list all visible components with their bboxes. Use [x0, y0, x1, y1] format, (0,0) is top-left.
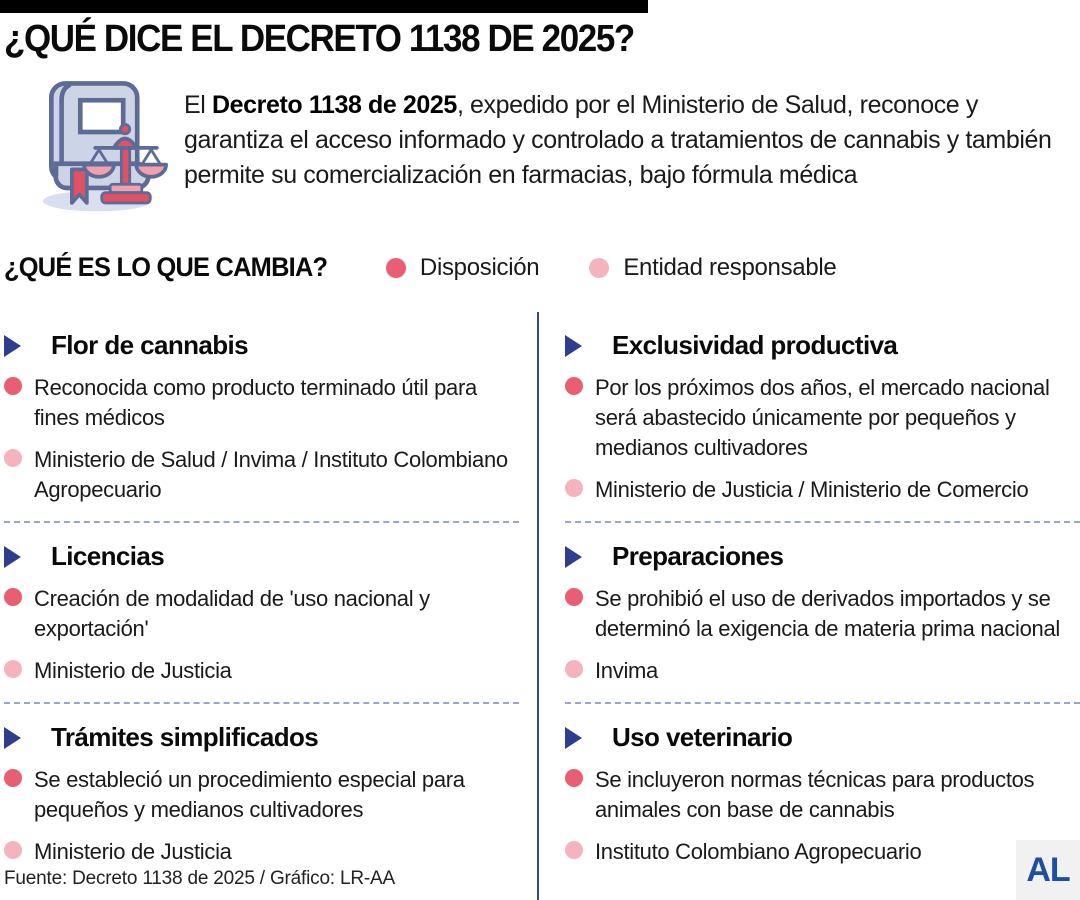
triangle-bullet-icon: [4, 546, 38, 568]
entidad-dot-icon: [589, 258, 609, 278]
change-item-flor-de-cannabis: [4, 312, 519, 505]
section-header: [4, 330, 519, 361]
triangle-bullet-icon: [565, 727, 599, 749]
change-item-exclusividad-productiva: [565, 312, 1070, 505]
section-title: Licencias: [51, 541, 165, 571]
legend-item-disposicion: [386, 254, 539, 282]
changes-header-row: [4, 252, 1064, 283]
entidad-row: [565, 475, 1070, 505]
section-header: [565, 541, 1070, 572]
legend-label-entidad: Entidad responsable: [623, 253, 837, 281]
changes-columns: [4, 312, 1080, 900]
disposicion-row: [565, 765, 1070, 825]
intro-text-rest: , expedido por el Ministerio de Salud, reconoce y garantiza el acceso informado y controlado a tratamientos de cannabis y también permite su comercialización en farmacias, bajo fórmula médica: [184, 91, 1052, 189]
entidad-dot-icon: [4, 660, 22, 678]
section-title: Exclusividad productiva: [612, 330, 898, 360]
triangle-bullet-icon: [565, 546, 599, 568]
entidad-text: Ministerio de Justicia: [34, 839, 232, 864]
changes-heading: ¿QUÉ ES LO QUE CAMBIA?: [4, 252, 328, 282]
entidad-row: [4, 837, 519, 867]
section-header: [565, 722, 1070, 753]
entidad-text: Instituto Colombiano Agropecuario: [595, 839, 922, 864]
al-logo: AL: [1016, 840, 1080, 900]
disposicion-row: [565, 373, 1070, 463]
entidad-text: Invima: [595, 658, 658, 683]
section-header: [565, 330, 1070, 361]
page-title: ¿QUÉ DICE EL DECRETO 1138 DE 2025?: [4, 18, 634, 60]
disposicion-dot-icon: [4, 377, 22, 395]
triangle-bullet-icon: [565, 335, 599, 357]
disposicion-row: [4, 373, 519, 433]
entidad-text: Ministerio de Salud / Invima / Instituto Colombiano Agropecuario: [34, 447, 508, 502]
disposicion-text: Por los próximos dos años, el mercado nacional será abastecido únicamente por pequeños y medianos cultivadores: [595, 375, 1050, 460]
right-column: [537, 312, 1080, 900]
change-item-preparaciones: [565, 523, 1070, 686]
section-header: [4, 541, 519, 572]
disposicion-dot-icon: [386, 258, 406, 278]
disposicion-dot-icon: [4, 588, 22, 606]
triangle-bullet-icon: [4, 727, 38, 749]
disposicion-dot-icon: [565, 377, 583, 395]
intro-paragraph: [184, 88, 1058, 193]
entidad-dot-icon: [4, 449, 22, 467]
legend: [386, 254, 887, 282]
top-accent-bar: [0, 0, 648, 13]
section-title: Flor de cannabis: [51, 330, 249, 360]
left-column: [4, 312, 537, 900]
legend-item-entidad: [589, 254, 836, 282]
disposicion-text: Se incluyeron normas técnicas para productos animales con base de cannabis: [595, 767, 1035, 822]
entidad-dot-icon: [565, 841, 583, 859]
disposicion-dot-icon: [4, 769, 22, 787]
entidad-dot-icon: [565, 660, 583, 678]
disposicion-row: [565, 584, 1070, 644]
section-title: Preparaciones: [612, 541, 784, 571]
law-book-scales-icon: [28, 76, 168, 216]
section-header: [4, 722, 519, 753]
entidad-dot-icon: [565, 479, 583, 497]
disposicion-text: Se estableció un procedimiento especial para pequeños y medianos cultivadores: [34, 767, 465, 822]
entidad-row: [4, 445, 519, 505]
change-item-uso-veterinario: [565, 704, 1070, 867]
disposicion-dot-icon: [565, 588, 583, 606]
entidad-text: Ministerio de Justicia: [34, 658, 232, 683]
legend-label-disposicion: Disposición: [419, 253, 540, 281]
disposicion-row: [4, 765, 519, 825]
triangle-bullet-icon: [4, 335, 38, 357]
entidad-row: [565, 656, 1070, 686]
disposicion-dot-icon: [565, 769, 583, 787]
source-credit: Fuente: Decreto 1138 de 2025 / Gráfico: LR-AA: [4, 868, 395, 889]
disposicion-row: [4, 584, 519, 644]
intro-decree-bold: Decreto 1138 de 2025: [211, 91, 457, 119]
entidad-dot-icon: [4, 841, 22, 859]
change-item-licencias: [4, 523, 519, 686]
disposicion-text: Reconocida como producto terminado útil para fines médicos: [34, 375, 477, 430]
disposicion-text: Se prohibió el uso de derivados importados y se determinó la exigencia de materia prima nacional: [595, 586, 1060, 641]
entidad-text: Ministerio de Justicia / Ministerio de Comercio: [595, 477, 1029, 502]
intro-section: [28, 76, 1058, 216]
change-item-tramites-simplificados: [4, 704, 519, 867]
intro-text-prefix: El: [184, 91, 212, 119]
disposicion-text: Creación de modalidad de 'uso nacional y exportación': [34, 586, 430, 641]
entidad-row: [4, 656, 519, 686]
section-title: Uso veterinario: [612, 722, 793, 752]
entidad-row: [565, 837, 1070, 867]
section-title: Trámites simplificados: [51, 722, 319, 752]
